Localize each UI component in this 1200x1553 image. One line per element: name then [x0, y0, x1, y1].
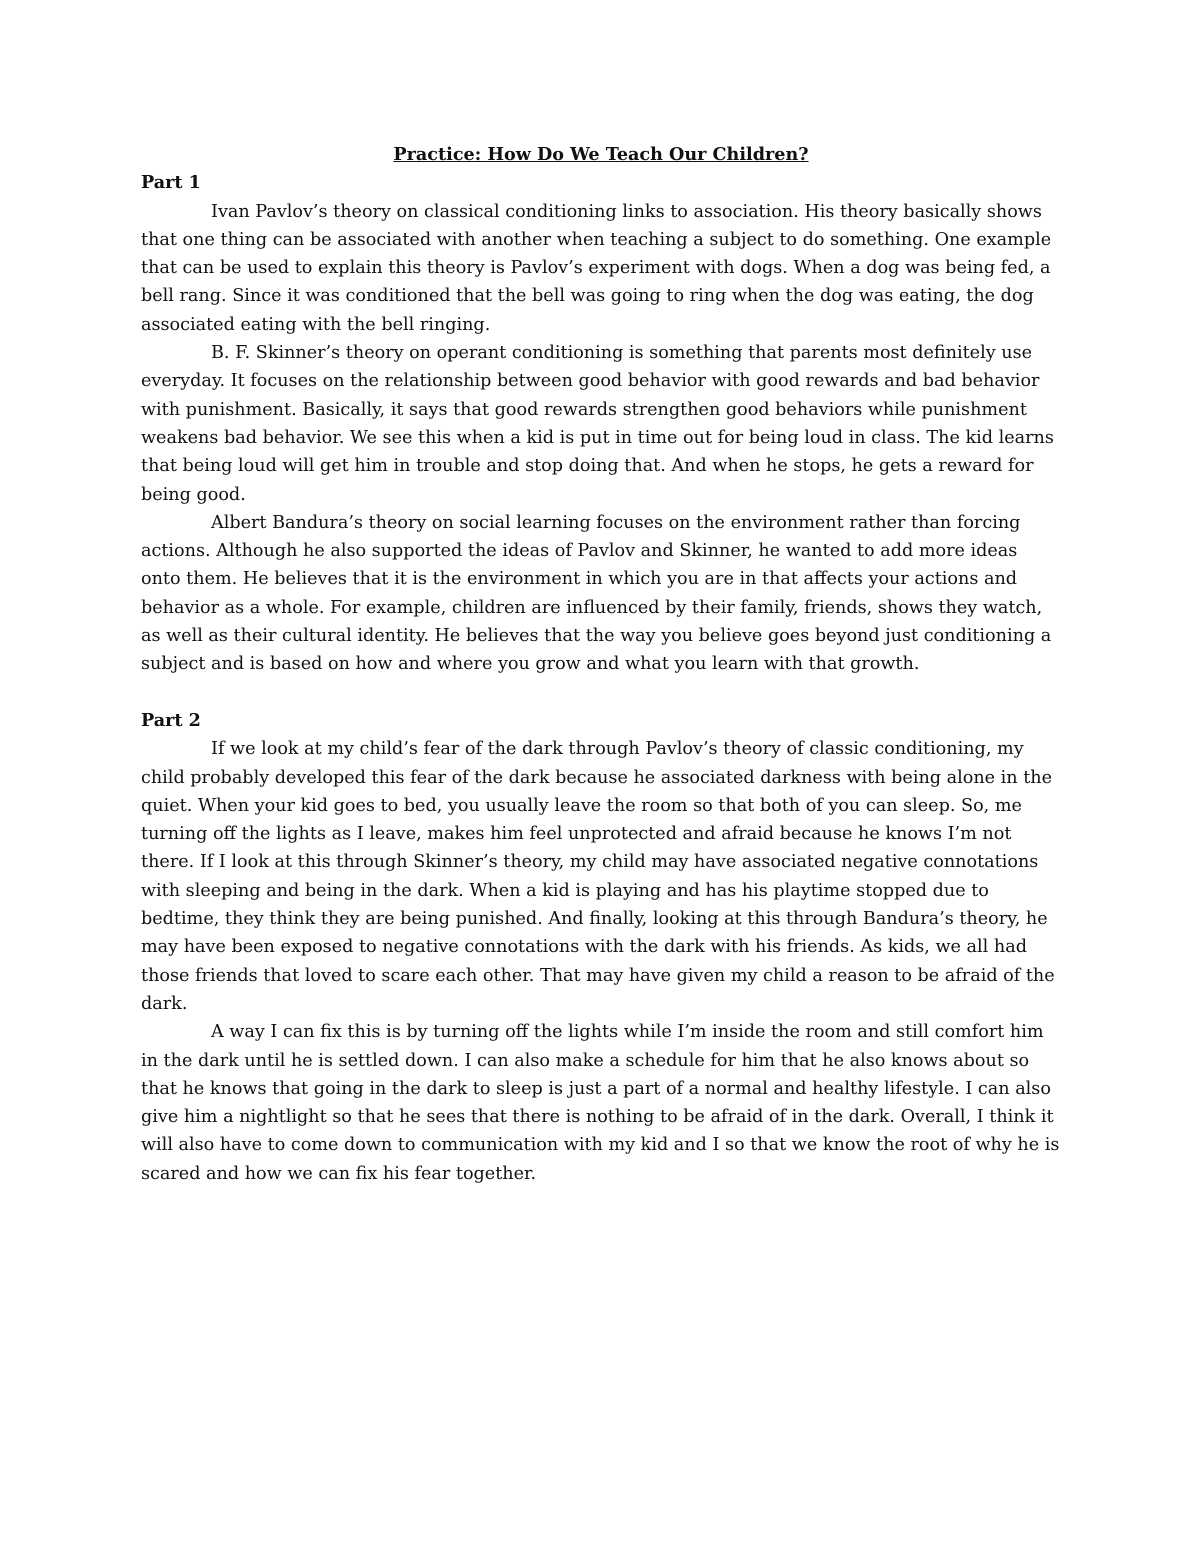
section-spacer	[141, 679, 1061, 707]
part-2-heading: Part 2	[141, 709, 201, 731]
document-title: Practice: How Do We Teach Our Children?	[393, 144, 809, 165]
part-1-paragraph-2: B. F. Skinner’s theory on operant conditioning is something that parents most definitely use everyday. It focuses on the relationship between good behavior with good rewards and bad behavior with punishment. Basically, it says that good rewards strengthen good behaviors while punishment weakens bad behavior. We see this when a kid is put in time out for being loud in class. The kid learns that being loud will get him in trouble and stop doing that. And when he stops, he gets a reward for being good.	[141, 343, 1054, 505]
part-2-paragraph-2: A way I can fix this is by turning off the lights while I’m inside the room and still comfort him in the dark until he is settled down. I can also make a schedule for him that he also knows about so that he knows that going in the dark to sleep is just a part of a normal and healthy lifestyle. I can also give him a nightlight so that he sees that there is nothing to be afraid of in the dark. Overall, I think it will also have to come down to communication with my kid and I so that we know the root of why he is scared and how we can fix his fear together.	[141, 1022, 1060, 1184]
part-1-paragraph-1: Ivan Pavlov’s theory on classical conditioning links to association. His theory basically shows that one thing can be associated with another when teaching a subject to do something. One example that can be used to explain this theory is Pavlov’s experiment with dogs. When a dog was being fed, a bell rang. Since it was conditioned that the bell was going to ring when the dog was eating, the dog associated eating with the bell ringing.	[141, 201, 1052, 335]
document-body	[141, 141, 1061, 1188]
part-1-paragraph-3: Albert Bandura’s theory on social learning focuses on the environment rather than forcing actions. Although he also supported the ideas of Pavlov and Skinner, he wanted to add more ideas onto them. He believes that it is the environment in which you are in that affects your actions and behavior as a whole. For example, children are influenced by their family, friends, shows they watch, as well as their cultural identity. He believes that the way you believe goes beyond just conditioning a subject and is based on how and where you grow and what you learn with that growth.	[141, 512, 1052, 675]
part-1-heading: Part 1	[141, 172, 201, 194]
part-2-paragraph-1: If we look at my child’s fear of the dark through Pavlov’s theory of classic conditioning, my child probably developed this fear of the dark because he associated darkness with being alone in the quiet. When your kid goes to bed, you usually leave the room so that both of you can sleep. So, me turning off the lights as I leave, makes him feel unprotected and afraid because he knows I’m not there. If I look at this through Skinner’s theory, my child may have associated negative connotations with sleeping and being in the dark. When a kid is playing and has his playtime stopped due to bedtime, they think they are being punished. And finally, looking at this through Bandura’s theory, he may have been exposed to negative connotations with the dark with his friends. As kids, we all had those friends that loved to scare each other. That may have given my child a reason to be afraid of the dark.	[141, 739, 1055, 1014]
